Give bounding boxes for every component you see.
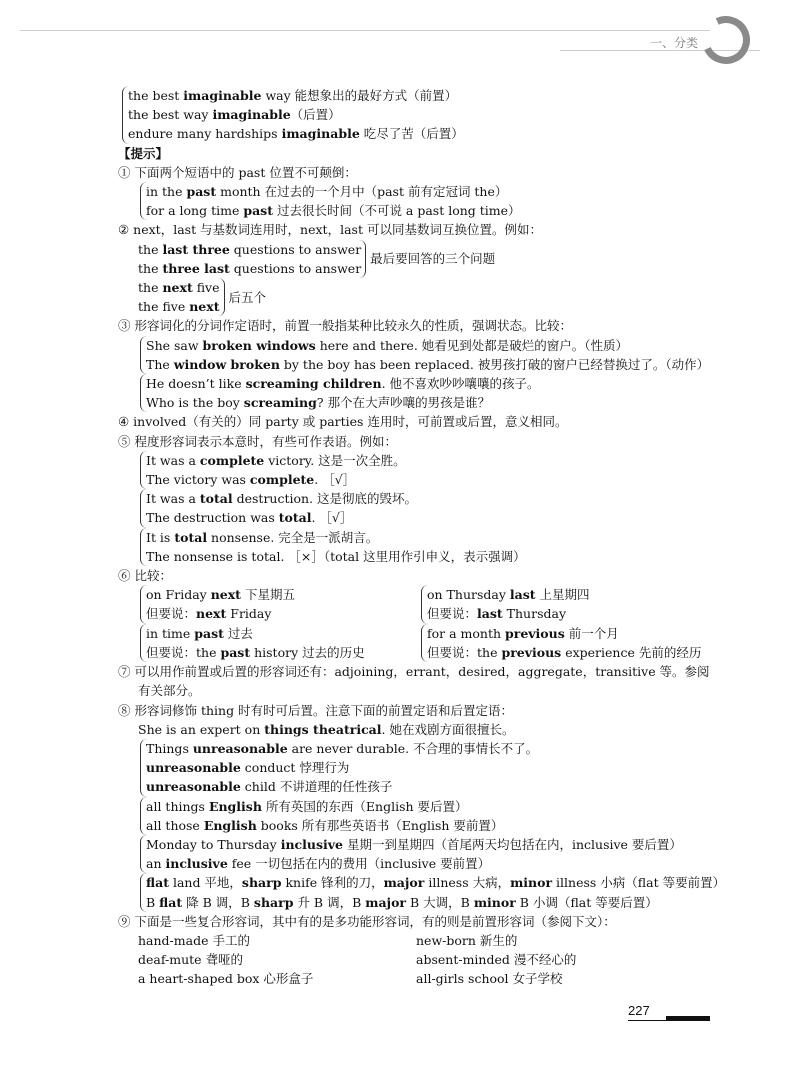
example-line: 但要说：the past history 过去的历史 <box>146 644 365 660</box>
example-line: It was a total destruction. 这是彻底的毁坏。 <box>146 491 418 507</box>
list-item: absent-minded 漫不经心的 <box>416 952 577 968</box>
example-line: the three last questions to answer <box>138 260 362 276</box>
note-2-group-2 <box>138 278 718 316</box>
list-item: hand-made 手工的 <box>138 932 250 948</box>
example-line: 但要说：last Thursday <box>427 606 567 622</box>
list-item: new-born 新生的 <box>416 932 518 948</box>
example-line: She saw broken windows here and there. 她看见到处都是破烂的窗户。（性质） <box>146 337 629 353</box>
example-line: Things unreasonable are never durable. 不合理的事情长不了。 <box>146 740 539 756</box>
group-note: 后五个 <box>228 289 267 305</box>
note-8-group-2 <box>140 797 718 835</box>
list-item: a heart-shaped box 心形盒子 <box>138 971 314 987</box>
note-9-heading: ⑨ 下面是一些复合形容词，其中有的是多功能形容词，有的则是前置形容词（参阅下文）： <box>118 913 616 929</box>
note-6-row-a <box>140 585 718 623</box>
header-ring-ornament <box>695 9 757 71</box>
note-1-heading: ① 下面两个短语中的 past 位置不可颠倒： <box>118 164 357 180</box>
example-line: B flat 降 B 调，B sharp 升 B 调，B major B 大调，B minor B 小调（flat 等要后置） <box>146 894 658 910</box>
example-line: Monday to Thursday inclusive 星期一到星期四（首尾两天均包括在内，inclusive 要后置） <box>146 836 682 852</box>
page-number: 227 <box>628 1003 650 1018</box>
note-5-examples-b <box>140 489 718 527</box>
example-line: It was a complete victory. 这是一次全胜。 <box>146 452 406 468</box>
page-number-rule <box>628 1020 710 1021</box>
example-line: The victory was complete. ［√］ <box>146 472 356 488</box>
note-8-example: She is an expert on things theatrical. 她在戏剧方面很擅长。 <box>138 721 515 737</box>
example-line: The window broken by the boy has been replaced. 被男孩打破的窗户已经替换过了。（动作） <box>146 356 710 372</box>
note-2-group-1 <box>138 240 718 278</box>
example-line: 但要说：the previous experience 先前的经历 <box>427 644 702 660</box>
page-content <box>118 86 726 989</box>
example-line: the next five <box>138 280 220 296</box>
note-8-group-1 <box>140 739 718 797</box>
note-8-heading: ⑧ 形容词修饰 thing 时有时可后置。注意下面的前置定语和后置定语： <box>118 702 514 718</box>
example-line: an inclusive fee 一切包括在内的费用（inclusive 要前置） <box>146 856 491 872</box>
section-title: 一、分类 <box>650 36 699 50</box>
page-number-bar <box>666 1016 710 1020</box>
note-5-examples-a <box>140 451 718 489</box>
intro-line-1: the best imaginable way 能想象出的最好方式（前置） <box>128 88 458 103</box>
note-6-heading: ⑥ 比较： <box>118 568 172 584</box>
example-line: for a long time past 过去很长时间（不可说 a past long time） <box>146 203 521 219</box>
note-1-examples <box>140 182 718 220</box>
example-line: He doesn’t like screaming children. 他不喜欢吵吵嚷嚷的孩子。 <box>146 376 540 392</box>
note-2-heading: ② next，last 与基数词连用时，next，last 可以同基数词互换位置。例如： <box>118 222 542 238</box>
example-line: for a month previous 前一个月 <box>427 625 619 641</box>
intro-line-3: endure many hardships imaginable 吃尽了苦（后置） <box>128 126 464 142</box>
note-8-group-3 <box>140 835 718 873</box>
note-3-heading: ③ 形容词化的分词作定语时，前置一般指某种比较永久的性质，强调状态。比较： <box>118 318 572 334</box>
note-7-heading: ⑦ 可以用作前置或后置的形容词还有：adjoining，errant，desired，aggregate，transitive 等。参阅 <box>118 664 710 680</box>
compound-adjective-list <box>138 931 718 989</box>
example-line: unreasonable child 不讲道理的任性孩子 <box>146 779 393 795</box>
example-line: unreasonable conduct 悖理行为 <box>146 760 350 776</box>
intro-line-2: the best way imaginable（后置） <box>128 107 341 123</box>
list-item: deaf-mute 聋哑的 <box>138 952 244 968</box>
note-7-continued: 有关部分。 <box>138 683 201 699</box>
example-line: the last three questions to answer <box>138 241 362 257</box>
example-line: on Thursday last 上星期四 <box>427 587 590 603</box>
example-line: The nonsense is total. ［×］（total 这里用作引申义，表示强调） <box>146 548 526 564</box>
note-6-row-b <box>140 624 718 662</box>
example-line: The destruction was total. ［√］ <box>146 510 353 526</box>
intro-group <box>122 86 718 144</box>
note-4-heading: ④ involved（有关的）同 party 或 parties 连用时，可前置或后置，意义相同。 <box>118 414 568 430</box>
list-item: all-girls school 女子学校 <box>416 971 563 987</box>
group-note: 最后要回答的三个问题 <box>370 251 496 267</box>
example-line: It is total nonsense. 完全是一派胡言。 <box>146 529 379 545</box>
note-5-heading: ⑤ 程度形容词表示本意时，有些可作表语。例如： <box>118 433 397 449</box>
example-line: all things English 所有英国的东西（English 要后置） <box>146 798 468 814</box>
note-3-examples-b <box>140 374 718 412</box>
example-line: on Friday next 下星期五 <box>146 587 295 603</box>
example-line: Who is the boy screaming? 那个在大声吵嚷的男孩是谁？ <box>146 395 491 411</box>
example-line: in time past 过去 <box>146 625 253 641</box>
header-rule <box>20 30 710 31</box>
example-line: flat land 平地，sharp knife 锋利的刀，major illness 大病，minor illness 小病（flat 等要前置） <box>146 875 726 891</box>
example-line: in the past month 在过去的一个月中（past 前有定冠词 the） <box>146 184 508 200</box>
example-line: the five next <box>138 299 220 315</box>
example-line: all those English books 所有那些英语书（English 要前置） <box>146 817 504 833</box>
note-8-group-4 <box>140 873 726 911</box>
tip-heading: 【提示】 <box>118 145 169 161</box>
example-line: 但要说：next Friday <box>146 606 272 622</box>
note-3-examples-a <box>140 336 718 374</box>
note-5-examples-c <box>140 528 718 566</box>
